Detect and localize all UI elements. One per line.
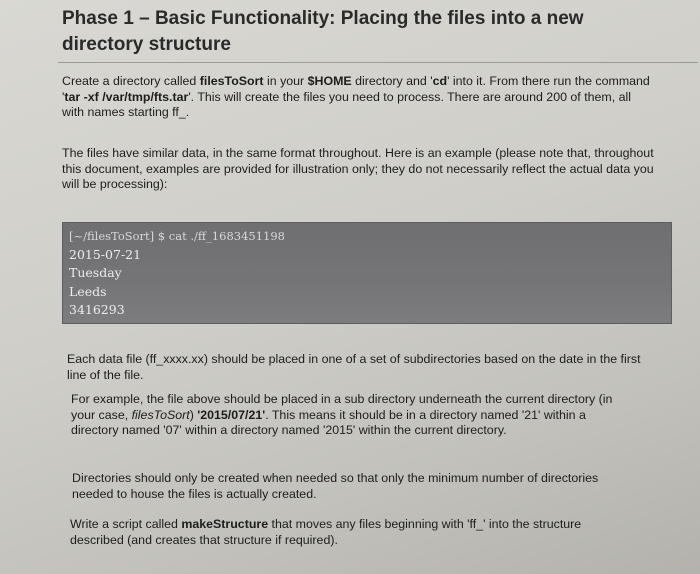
text-run: ' into it. From there run the command ' <box>62 74 650 104</box>
text-run: For example, the file above should be placed in a sub directory underneath the current directory (in your case, <box>71 392 613 422</box>
script-name-bold: makeStructure <box>181 517 269 531</box>
intro-paragraph <box>62 74 652 121</box>
example-paragraph <box>71 392 631 439</box>
page-title <box>62 6 682 58</box>
script-paragraph <box>70 517 615 548</box>
text-run: that moves any files beginning with 'ff_' into the structure described (and creates that structure if required). <box>70 517 582 547</box>
dir-name-italic: filesToSort <box>131 407 190 422</box>
text-run: Create a directory called <box>62 74 200 88</box>
tar-command-bold: tar -xf /var/tmp/fts.tar <box>64 89 189 104</box>
text-run: in your <box>263 74 308 88</box>
dir-name-bold: filesToSort <box>199 74 264 88</box>
format-paragraph: The files have similar data, in the same format throughout. Here is an example (please note that, throughout this document, examples are provided for illustration only; they do not necessarily reflect the actual data you will be processing): <box>62 146 654 191</box>
date-path-bold: '2015/07/21' <box>197 407 266 422</box>
title-divider <box>58 62 698 63</box>
terminal-line-city: Leeds <box>69 283 107 299</box>
minimum-dirs-paragraph: Directories should only be created when needed so that only the minimum number of directories needed to house the files is actually created. <box>72 471 599 501</box>
text-run: ) <box>189 407 198 422</box>
title-line-2: directory structure <box>62 34 231 55</box>
text-run: '. This will create the files you need to process. There are around 200 of them, all with names starting ff_. <box>62 89 632 119</box>
terminal-line-date: 2015-07-21 <box>69 246 142 262</box>
text-run: directory and ' <box>351 74 433 88</box>
cd-command-bold: cd <box>432 74 448 88</box>
home-var-bold: $HOME <box>307 74 352 88</box>
terminal-line-number: 3416293 <box>69 302 125 317</box>
text-run: . This means it should be in a directory named '21' within a directory named '07' within a directory named '2015' within the current directory. <box>71 407 586 437</box>
terminal-example <box>62 222 672 324</box>
terminal-line-day: Tuesday <box>69 265 122 280</box>
title-line-1: Phase 1 – Basic Functionality: Placing the files into a new <box>62 8 584 29</box>
placement-paragraph: Each data file (ff_xxxx.xx) should be placed in one of a set of subdirectories based on the date in the first line of the file. <box>67 352 641 382</box>
text-run: Write a script called <box>70 517 182 531</box>
terminal-prompt: [~/filesToSort] $ cat ./ff_1683451198 <box>69 229 285 243</box>
